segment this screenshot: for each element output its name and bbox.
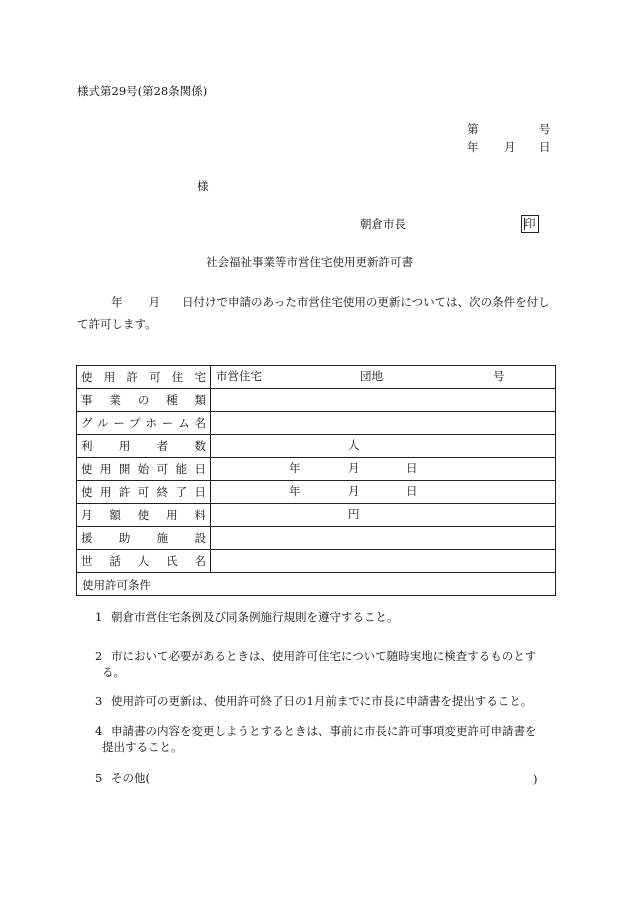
permit-table: [76, 365, 556, 786]
issuer: 朝倉市長: [360, 217, 406, 231]
date-year: 年: [467, 140, 479, 154]
date-day: 日: [539, 140, 551, 154]
table-row: [77, 435, 556, 458]
form-number: 様式第29号(第28条関係): [77, 84, 208, 98]
row-label: グループホーム名: [77, 412, 211, 435]
number-go: 号: [539, 122, 551, 136]
condition-item: 3 使用許可の更新は、使用許可終了日の1月前までに市長に申請書を提出すること。: [95, 694, 533, 708]
row-label: 援助施設: [77, 527, 211, 550]
row-value: [211, 412, 556, 435]
row-value: 人: [211, 435, 556, 458]
row-label: 世話人氏名: [77, 550, 211, 573]
row-value: [211, 527, 556, 550]
table-row: [77, 366, 556, 389]
conditions-title: 使用許可条件: [82, 578, 151, 592]
row-label: 事業の種類: [77, 389, 211, 412]
table-row: [77, 389, 556, 412]
row-value: [211, 550, 556, 573]
table-row: [77, 504, 556, 527]
condition-item: 1 朝倉市営住宅条例及び同条例施行規則を遵守すること。: [95, 610, 399, 624]
table-row: [77, 412, 556, 435]
condition-close-paren: ): [533, 772, 538, 786]
table-row: [77, 550, 556, 573]
conditions-cell: [77, 573, 556, 786]
row-value: 年 月 日: [211, 481, 556, 504]
number-dai: 第: [467, 122, 479, 136]
condition-item: 4 申請書の内容を変更しようとするときは、事前に市長に許可事項変更許可申請書を 提出すること。: [95, 724, 537, 754]
date-month: 月: [504, 140, 516, 154]
document-title: 社会福祉事業等市営住宅使用更新許可書: [206, 255, 413, 269]
row-value: [211, 389, 556, 412]
seal-icon: 印: [521, 215, 539, 233]
row-label: 使用開始可能日: [77, 458, 211, 481]
condition-item: 2 市において必要があるときは、使用許可住宅について随時実地に検査するものとす る。: [95, 649, 537, 679]
row-label: 使用許可終了日: [77, 481, 211, 504]
table-row: [77, 458, 556, 481]
table-row: [77, 481, 556, 504]
table-row: [77, 527, 556, 550]
row-label: 利用者数: [77, 435, 211, 458]
row-value: 円: [211, 504, 556, 527]
row-label: 使用許可住宅: [77, 366, 211, 389]
addressee: 様: [197, 179, 209, 193]
row-label: 月額使用料: [77, 504, 211, 527]
row-value: 年 月 日: [211, 458, 556, 481]
body-text: 年 月 日付けで申請のあった市営住宅使用の更新については、次の条件を付して許可します。: [77, 295, 550, 331]
row-value: 市営住宅 団地 号: [211, 366, 556, 389]
conditions-row: [77, 573, 556, 596]
condition-item: 5 その他(: [95, 771, 150, 785]
